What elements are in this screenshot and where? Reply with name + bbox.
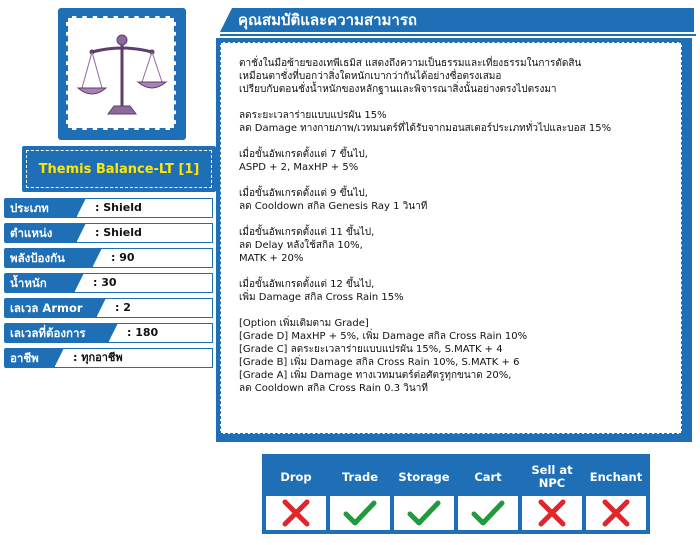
- availability-cell-enchant: [586, 496, 646, 530]
- description-line: [Grade A] เพิ่ม Damage ทางเวทมนตร์ต่อศัตรูทุกขนาด 20%,: [239, 370, 512, 381]
- description-line: เมื่อขั้นอัพเกรดตั้งแต่ 7 ขึ้นไป,: [239, 149, 368, 160]
- item-name-box: [22, 146, 216, 192]
- stat-row-job: [4, 348, 213, 368]
- panel-title: คุณสมบัติและความสามารถ: [238, 11, 417, 29]
- stat-label: ประเภท: [4, 198, 76, 218]
- stat-value: : 2: [96, 298, 213, 318]
- description-line: [Option เพิ่มเติมตาม Grade]: [239, 318, 369, 329]
- description-line: [239, 213, 681, 226]
- stat-label: น้ำหนัก: [4, 273, 74, 293]
- description-line: [Grade B] เพิ่ม Damage สกิล Cross Rain 10%, S.MATK + 6: [239, 357, 520, 368]
- description-line: [Grade D] MaxHP + 5%, เพิ่ม Damage สกิล Cross Rain 10%: [239, 331, 528, 342]
- description-line: [239, 174, 681, 187]
- stat-row-required-level: [4, 323, 213, 343]
- stat-row-defense: [4, 248, 213, 268]
- cross-icon: [280, 497, 312, 529]
- description-line: [Grade C] ลดระยะเวลาร่ายแบบแปรผัน 15%, S.MATK + 4: [239, 344, 503, 355]
- description-line: ลด Delay หลังใช้สกิล 10%,: [239, 240, 363, 251]
- stat-value: : 180: [108, 323, 213, 343]
- scales-of-justice-icon: [70, 28, 174, 124]
- description-line: [239, 96, 681, 109]
- checkmark-icon: [470, 498, 506, 528]
- availability-cell-trade: [330, 496, 390, 530]
- stat-label: เลเวล Armor: [4, 298, 96, 318]
- stat-value: : Shield: [76, 223, 213, 243]
- availability-cell-cart: [458, 496, 518, 530]
- availability-header: Enchant: [589, 469, 643, 484]
- description-line: MATK + 20%: [239, 253, 304, 264]
- description-line: ลด Damage ทางกายภาพ/เวทมนตร์ที่ได้รับจากมอนสเตอร์ประเภททั่วไปและบอส 15%: [239, 123, 612, 134]
- availability-table: [262, 454, 650, 534]
- availability-header: Storage: [398, 469, 450, 484]
- cross-icon: [600, 497, 632, 529]
- stat-row-type: [4, 198, 213, 218]
- description-line: เมื่อขั้นอัพเกรดตั้งแต่ 12 ขึ้นไป,: [239, 279, 375, 290]
- availability-cell-sell: [522, 496, 582, 530]
- panel-header: [212, 8, 696, 36]
- description-panel: [216, 38, 692, 442]
- stat-value: : 90: [92, 248, 213, 268]
- description-line: ลดระยะเวลาร่ายแบบแปรผัน 15%: [239, 110, 387, 121]
- stat-label: พลังป้องกัน: [4, 248, 92, 268]
- description-line: ตาชั่งในมือซ้ายของเทพีเธมิส แสดงถึงความเป็นธรรมและเที่ยงธรรมในการตัดสิน: [239, 58, 582, 69]
- stat-value: : ทุกอาชีพ: [54, 348, 213, 368]
- item-name: Themis Balance-LT [1]: [38, 161, 200, 177]
- availability-cell-drop: [266, 496, 326, 530]
- description-line: เหมือนตาชั่งที่บอกว่าสิ่งใดหนักเบากว่ากันได้อย่างซื่อตรงเสมอ: [239, 71, 502, 82]
- stat-value: : 30: [74, 273, 213, 293]
- availability-cell-storage: [394, 496, 454, 530]
- checkmark-icon: [342, 498, 378, 528]
- stat-row-position: [4, 223, 213, 243]
- checkmark-icon: [406, 498, 442, 528]
- description-line: เมื่อขั้นอัพเกรดตั้งแต่ 11 ขึ้นไป,: [239, 227, 375, 238]
- availability-header: Cart: [474, 469, 502, 484]
- item-image: [66, 16, 176, 130]
- stat-label: อาชีพ: [4, 348, 54, 368]
- description-line: เมื่อขั้นอัพเกรดตั้งแต่ 9 ขึ้นไป,: [239, 188, 368, 199]
- description-line: ASPD + 2, MaxHP + 5%: [239, 162, 359, 173]
- description-line: เปรียบกับตอนชั่งน้ำหนักของหลักฐานและพิจารณาสิ่งนั้นอย่างตรงไปตรงมา: [239, 84, 557, 95]
- description-line: ลด Cooldown สกิล Cross Rain 0.3 วินาที: [239, 383, 428, 394]
- description-line: ลด Cooldown สกิล Genesis Ray 1 วินาที: [239, 201, 428, 212]
- item-image-frame: [58, 8, 186, 140]
- availability-header: Sell at NPC: [531, 463, 573, 490]
- description-line: [239, 304, 681, 317]
- stat-row-armor-level: [4, 298, 213, 318]
- description-line: [239, 265, 681, 278]
- stat-row-weight: [4, 273, 213, 293]
- description-line: [239, 135, 681, 148]
- stat-label: เลเวลที่ต้องการ: [4, 323, 108, 343]
- availability-header: Trade: [341, 469, 379, 484]
- cross-icon: [536, 497, 568, 529]
- stat-value: : Shield: [76, 198, 213, 218]
- stat-label: ตำแหน่ง: [4, 223, 76, 243]
- description-line: เพิ่ม Damage สกิล Cross Rain 15%: [239, 292, 404, 303]
- availability-header: Drop: [280, 469, 312, 484]
